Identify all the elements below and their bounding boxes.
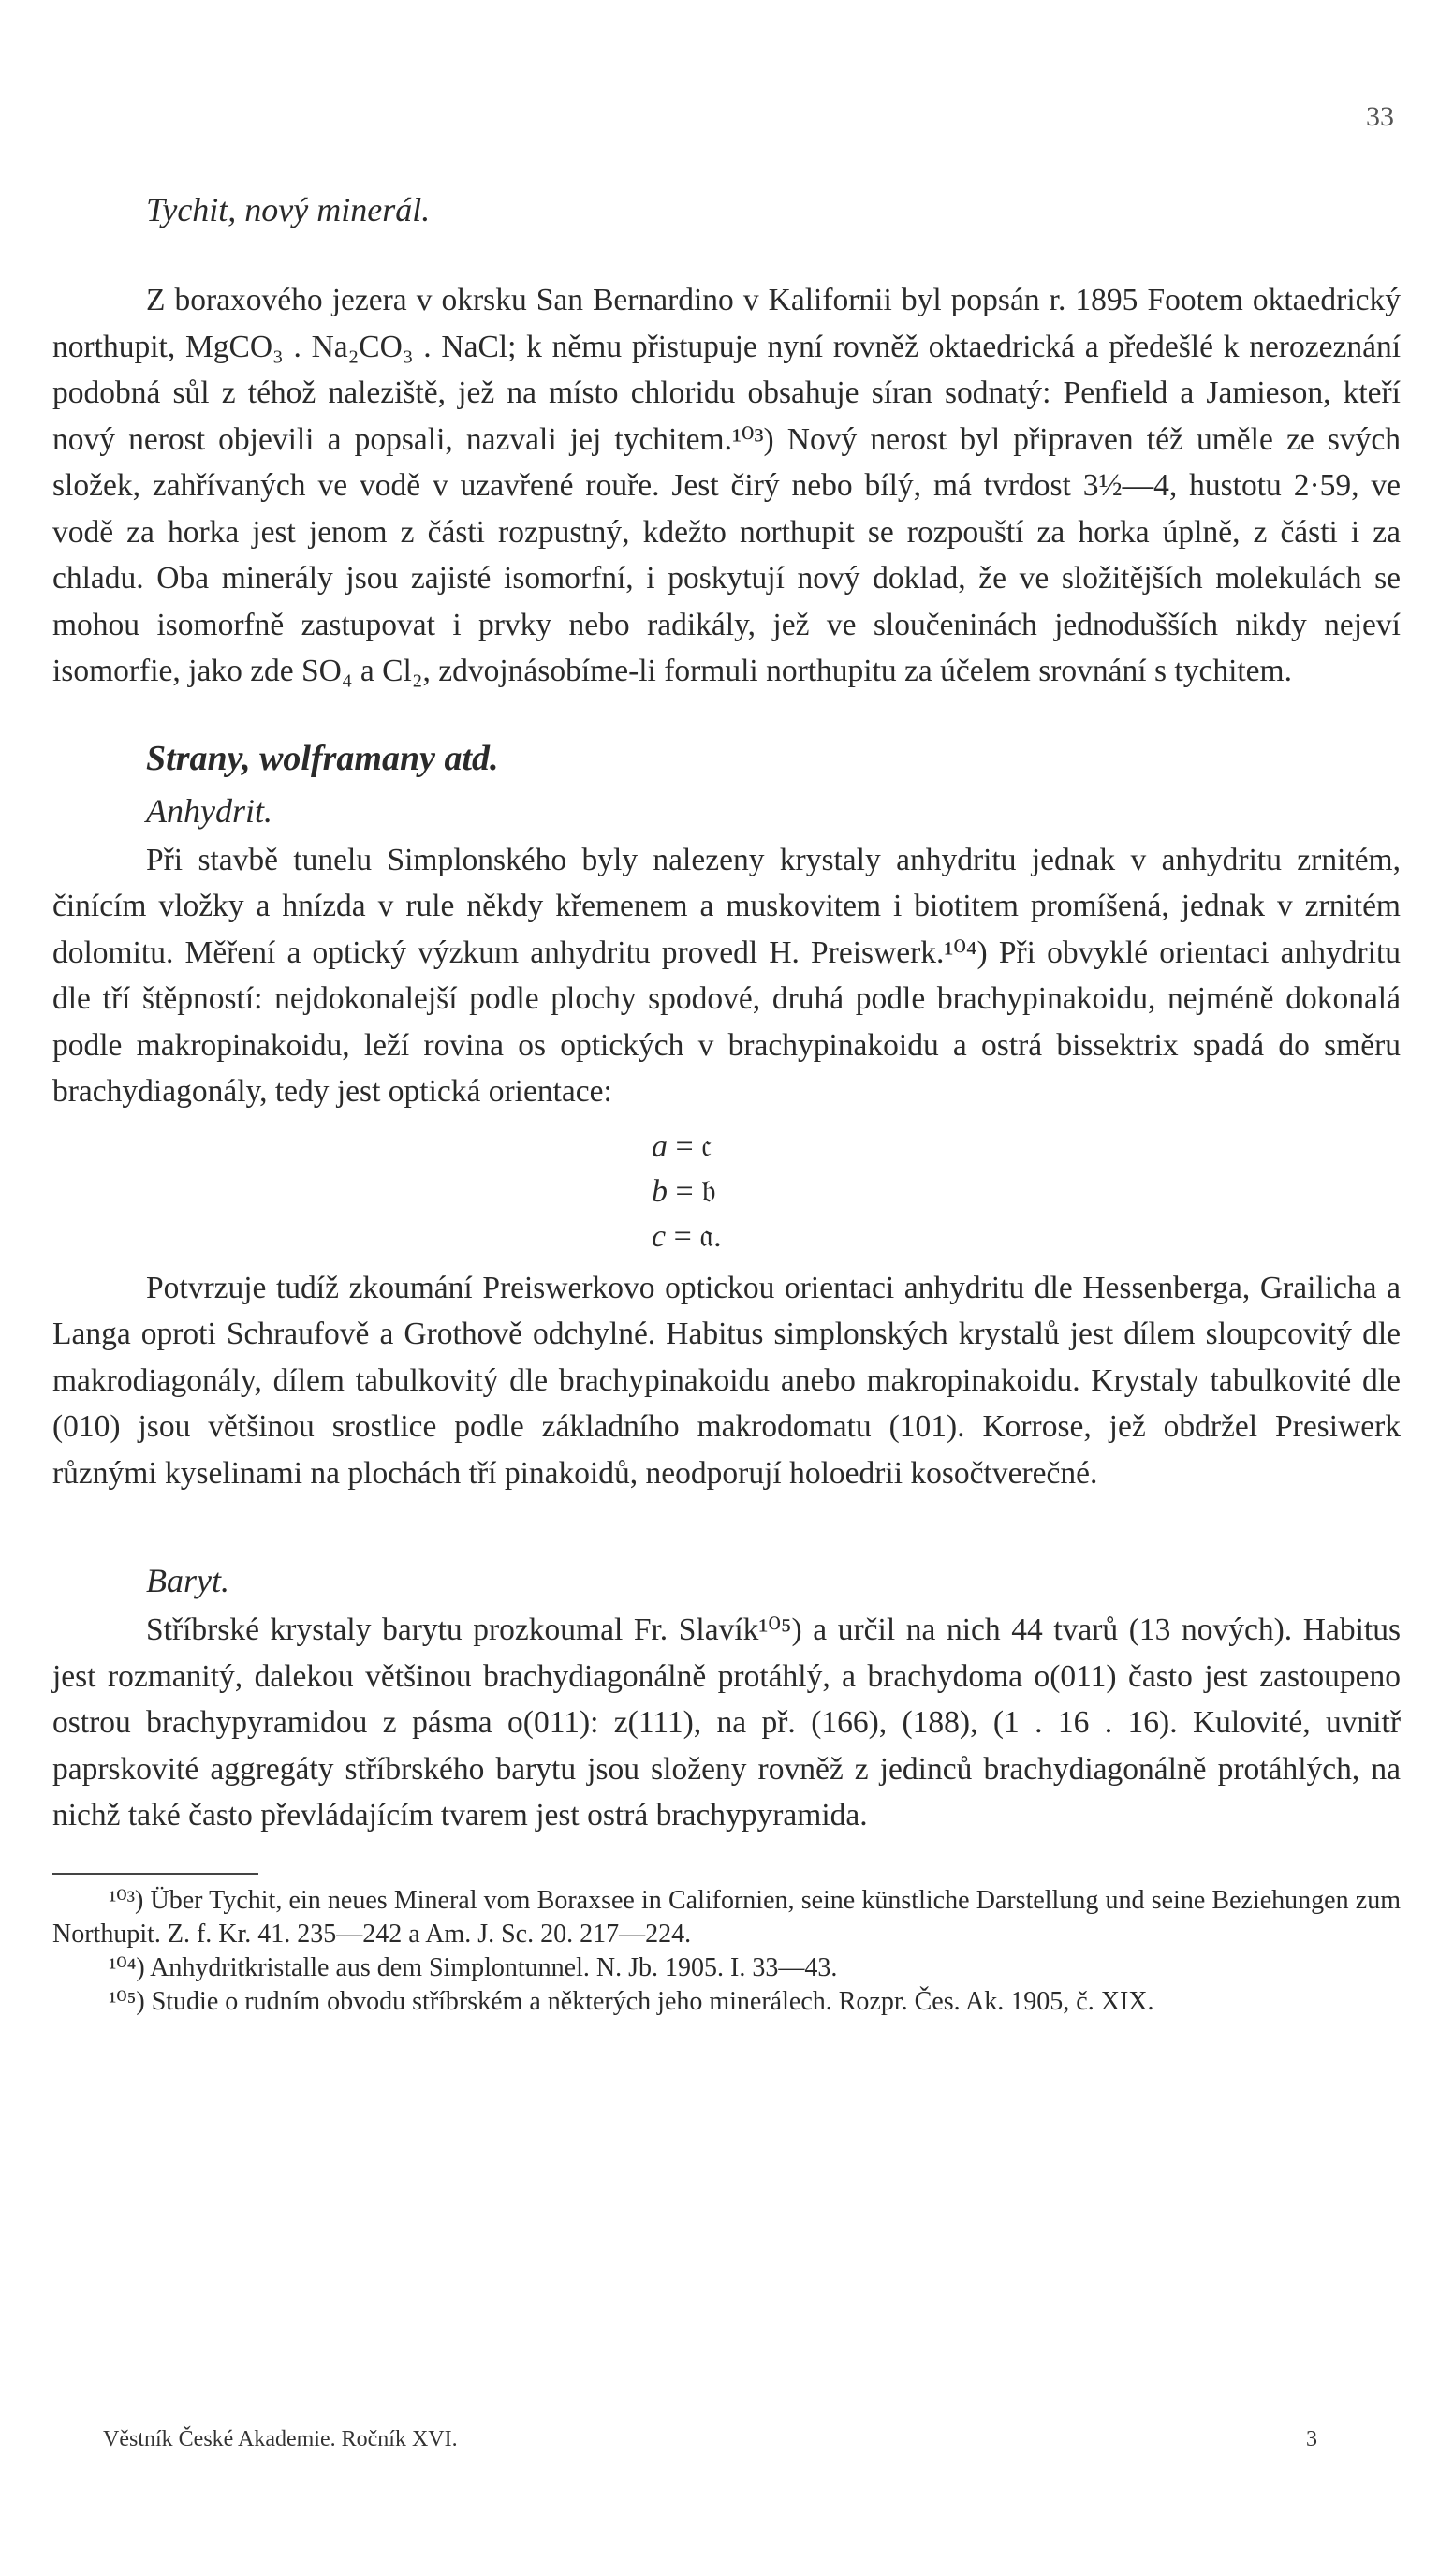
paragraph-anhydrit-1: Při stavbě tunelu Simplonského byly nalezeny krystaly anhydritu jednak v anhydritu zrnitém, činícím vložky a hnízda v rule někdy křemenem a muskovitem i biotitem promíšená, jednak v zrnitém dolomitu. Měření a optický výzkum anhydritu provedl H. Preiswerk.¹⁰⁴) Při obvyklé orientaci anhydritu dle tří štěpností: nejdokonalejší podle plochy spodové, druhá podle brachypinakoidu, nejméně dokonalá podle makropinakoidu, leží rovina os optických v brachypinakoidu a ostrá bissektrix spadá do směru brachydiagonály, tedy jest optická orientace: — [52, 842, 1401, 1109]
section-heading-baryt: Baryt. — [146, 1562, 229, 1599]
paragraph-baryt: Stříbrské krystaly barytu prozkoumal Fr. Slavík¹⁰⁵) a určil na nich 44 tvarů (13 nových). Habitus jest rozmanitý, dalekou většinou brachydiagonálně protáhlý, a brachydoma o(011) často jest zastoupeno ostrou brachypyramidou z pásma o(011): z(111), na př. (166), (188), (1 . 16 . 16). Kulovité, uvnitř paprskovité aggregáty stříbrského barytu jsou složeny rovněž z jedinců brachydiagonálně protáhlých, na nichž také často převládajícím tvarem jest ostrá brachypyramida. — [52, 1612, 1401, 1833]
footnote-104: ¹⁰⁴) Anhydritkristalle aus dem Simplontunnel. N. Jb. 1905. I. 33—43. — [109, 1952, 838, 1982]
formula-line: c = 𝔞. — [652, 1218, 722, 1254]
formula-line: a = 𝔠 — [652, 1128, 712, 1164]
page-footer — [103, 2427, 1317, 2452]
section-heading-strany: Strany, wolframany atd. — [146, 738, 499, 778]
footnote-105: ¹⁰⁵) Studie o rudním obvodu stříbrském a některých jeho minerálech. Rozpr. Čes. Ak. 1905, č. XIX. — [109, 1986, 1154, 2016]
page-number: 33 — [1366, 101, 1394, 132]
footnote-103: ¹⁰³) Über Tychit, ein neues Mineral vom Boraxsee in Californien, seine künstliche Darstellung und seine Beziehungen zum Northupit. Z. f. Kr. 41. 235—242 a Am. J. Sc. 20. 217—224. — [52, 1885, 1401, 1949]
optical-orientation-formulas — [652, 1125, 1401, 1259]
journal-title: Věstník České Akademie. Ročník XVI. — [103, 2427, 458, 2451]
footnote-divider — [52, 1873, 258, 1875]
page-body — [52, 184, 1401, 2019]
formula-line: b = 𝔟 — [652, 1173, 716, 1209]
paragraph-anhydrit-2: Potvrzuje tudíž zkoumání Preiswerkovo optickou orientaci anhydritu dle Hessenberga, Grailicha a Langa oproti Schraufově a Grothově odchylné. Habitus simplonských krystalů jest dílem sloupcovitý dle makrodiagonály, dílem tabulkovitý dle brachypinakoidu anebo makropinakoidu. Krystaly tabulkovité dle (010) jsou většinou srostlice podle základního makrodomatu (101). Korrose, jež obdržel Presiwerk různými kyselinami na plochách tří pinakoidů, neodporují holoedrii kosočtverečné. — [52, 1270, 1401, 1491]
footnotes — [52, 1884, 1401, 2019]
paragraph-tychit: Z boraxového jezera v okrsku San Bernardino v Kalifornii byl popsán r. 1895 Footem oktaedrický northupit, MgCO₃ . Na₂CO₃ . NaCl; k němu přistupuje nyní rovněž oktaedrická a předešlé k nerozeznání podobná sůl z téhož naleziště, jež na místo chloridu obsahuje síran sodnatý: Penfield a Jamieson, kteří nový nerost objevili a popsali, nazvali jej tychitem.¹⁰³) Nový nerost byl připraven též uměle ze svých složek, zahřívaných ve vodě v uzavřené rouře. Jest čirý nebo bílý, má tvrdost 3½—4, hustotu 2·59, ve vodě za horka jest jenom z části rozpustný, kdežto northupit se rozpouští za horka úplně, z části i za chladu. Oba minerály jsou zajisté isomorfní, i poskytují nový doklad, že ve složitějších molekulách se mohou isomorfně zastupovat i prvky nebo radikály, jež ve sloučeninách jednodušších nikdy nejeví isomorfie, jako zde SO₄ a Cl₂, zdvojnásobíme-li formuli northupitu za účelem srovnání s tychitem. — [52, 283, 1401, 688]
signature-mark: 3 — [1306, 2427, 1317, 2451]
section-heading-tychit: Tychit, nový minerál. — [146, 191, 431, 228]
section-heading-anhydrit: Anhydrit. — [146, 791, 272, 830]
